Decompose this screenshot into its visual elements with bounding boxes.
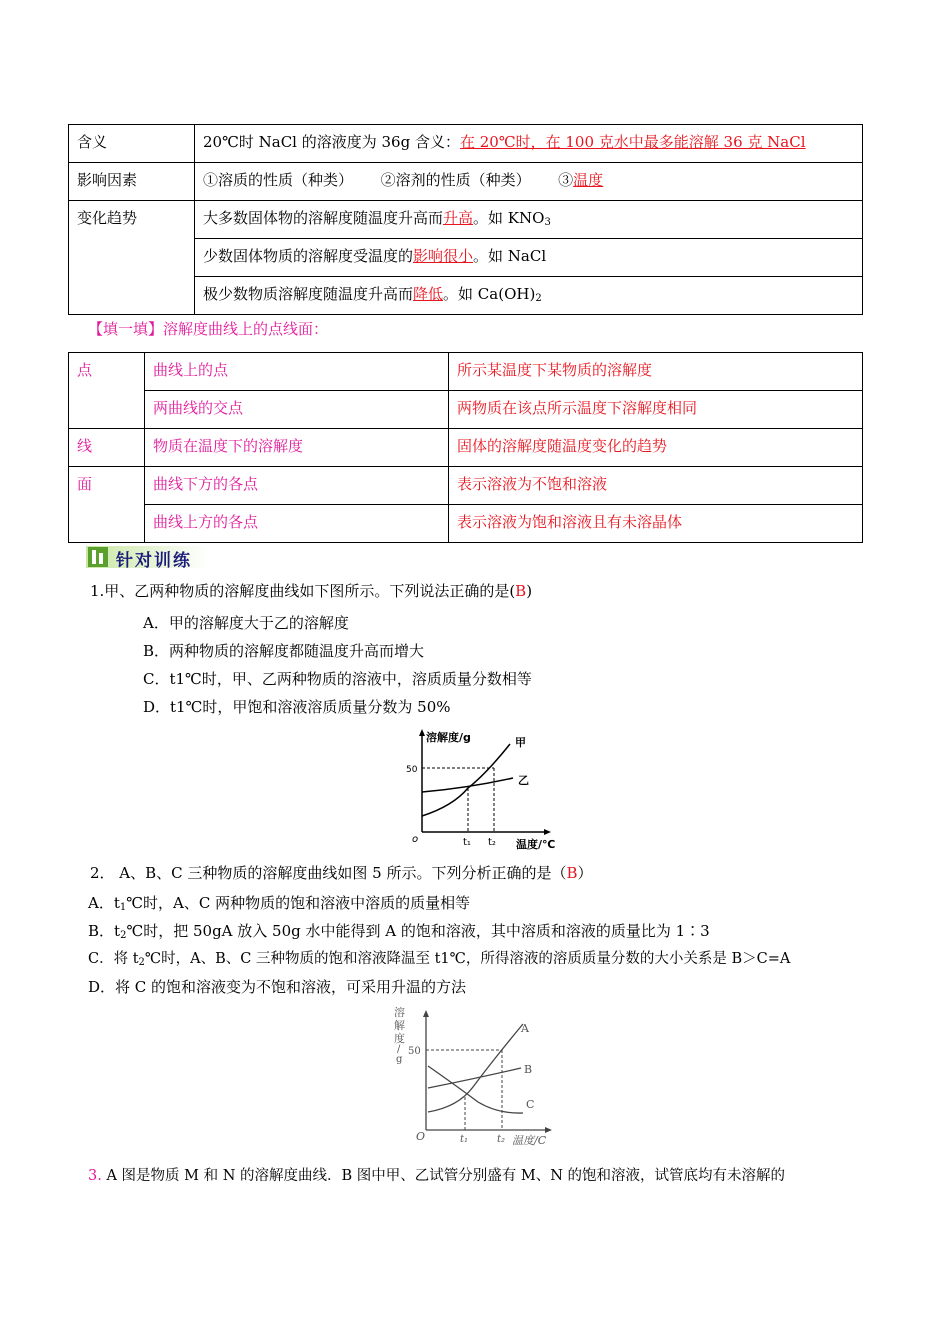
q1-option-b: B．两种物质的溶解度都随温度升高而增大 — [143, 642, 425, 660]
q1-answer: B — [515, 582, 527, 600]
q1-close: ) — [526, 582, 533, 600]
trend-2-answer: 影响很小 — [413, 247, 474, 265]
q2-option-a — [88, 892, 470, 914]
q1-option-c: C．t1℃时，甲、乙两种物质的溶液中，溶质质量分数相等 — [143, 670, 532, 688]
q1-curve-jia — [422, 744, 510, 816]
factor-3: ③ — [558, 171, 574, 189]
meaning-prefix: 20℃时 NaCl 的溶液度为 36g 含义： — [203, 133, 460, 151]
q2-option-c — [88, 948, 790, 970]
q2-tick-50: 50 — [408, 1046, 421, 1057]
q1-label-jia: 甲 — [515, 736, 526, 749]
trend-1-answer: 升高 — [443, 209, 474, 227]
q2-option-a-rest: ℃时，A、C 两种物质的饱和溶液中溶质的质量相等 — [126, 894, 471, 912]
q2-curve-a — [428, 1024, 523, 1112]
table-row-desc: 物质在温度下的溶解度 — [145, 429, 449, 467]
category-point: 点 — [69, 353, 145, 429]
section-title: 针对训练 — [116, 551, 192, 571]
factor-1: ①溶质的性质（种类） — [203, 171, 354, 189]
category-plane: 面 — [69, 467, 145, 543]
q2-curve-c — [428, 1066, 523, 1113]
trend-3-sub: 2 — [535, 293, 542, 304]
q1-stem-text: 1.甲、乙两种物质的溶解度曲线如下图所示。下列说法正确的是( — [90, 582, 516, 600]
trend-1-text: 大多数固体物的溶解度随温度升高而 — [203, 209, 444, 227]
q2-tick-t1: t₁ — [460, 1134, 469, 1145]
q2-option-a-sub: 1 — [119, 902, 127, 913]
q2-option-c-start: C．将 t — [88, 951, 139, 967]
table-row-meaning: 表示溶液为不饱和溶液 — [449, 467, 863, 505]
factor-3-answer: 温度 — [573, 171, 604, 189]
q1-x-arrow — [544, 829, 551, 835]
q1-ylabel: 溶解度/g — [426, 731, 471, 744]
q2-stem-text: 2． A、B、C 三种物质的溶解度曲线如图 5 所示。下列分析正确的是（ — [90, 864, 567, 882]
section-title-badge — [86, 544, 208, 570]
q2-ylabel-2: 解 — [394, 1019, 405, 1032]
meaning-label: 含义 — [69, 125, 195, 163]
q2-ylabel-5: g — [396, 1054, 403, 1065]
q2-label-a: A — [521, 1022, 529, 1035]
q1-label-yi: 乙 — [518, 774, 529, 787]
q2-answer: B — [566, 864, 578, 882]
q2-option-c-sub: 2 — [138, 957, 145, 968]
trend-1 — [195, 201, 863, 239]
trend-2 — [195, 239, 863, 277]
q1-y-arrow — [419, 729, 425, 736]
meaning-cell — [195, 125, 863, 163]
q1-xlabel: 温度/℃ — [516, 838, 556, 851]
q1-solubility-chart — [398, 726, 578, 852]
q2-option-b-start: B．t — [88, 922, 121, 940]
q2-origin: O — [416, 1130, 426, 1143]
table-row-meaning: 表示溶液为饱和溶液且有未溶晶体 — [449, 505, 863, 543]
q2-ylabel-4: / — [397, 1044, 401, 1055]
q2-xlabel: 温度/C — [512, 1134, 547, 1147]
trend-1-example: 。如 KNO — [473, 209, 545, 227]
trend-2-text: 少数固体物质的溶解度受温度的 — [203, 247, 414, 265]
q2-solubility-chart — [388, 1002, 568, 1154]
q2-option-b-sub: 2 — [120, 930, 127, 941]
q2-option-c-rest: ℃时，A、B、C 三种物质的饱和溶液降温至 t1℃，所得溶液的溶质质量分数的大小关系是 B＞C=A — [144, 951, 791, 967]
table-row-meaning: 固体的溶解度随温度变化的趋势 — [449, 429, 863, 467]
trend-3-text: 极少数物质溶解度随温度升高而 — [203, 285, 414, 303]
q2-ylabel-1: 溶 — [394, 1006, 405, 1019]
q1-option-a: A．甲的溶解度大于乙的溶解度 — [143, 614, 349, 632]
q1-tick-t2: t₂ — [488, 837, 496, 848]
trend-3-answer: 降低 — [413, 285, 444, 303]
solubility-definition-table — [68, 124, 863, 315]
fill-heading: 【填一填】溶解度曲线上的点线面： — [88, 320, 329, 338]
table-row-desc: 两曲线的交点 — [145, 391, 449, 429]
q1-stem — [90, 580, 532, 602]
factor-2: ②溶剂的性质（种类） — [380, 171, 531, 189]
q2-label-b: B — [524, 1063, 533, 1076]
q1-origin: o — [412, 834, 419, 845]
q1-option-d: D．t1℃时，甲饱和溶液溶质质量分数为 50% — [143, 698, 451, 716]
curve-point-line-table — [68, 352, 863, 543]
category-line: 线 — [69, 429, 145, 467]
q3-number: 3. — [88, 1168, 102, 1184]
factors-label: 影响因素 — [69, 163, 195, 201]
q3-stem — [88, 1165, 785, 1187]
trend-label: 变化趋势 — [69, 201, 195, 315]
q2-y-arrow — [423, 1010, 429, 1017]
meaning-answer: 在 20℃时，在 100 克水中最多能溶解 36 克 NaCl — [459, 133, 806, 151]
trend-1-sub: 3 — [544, 217, 551, 228]
table-row-desc: 曲线上方的各点 — [145, 505, 449, 543]
q2-ylabel-3: 度 — [394, 1032, 405, 1045]
q2-option-b-rest: ℃时，把 50gA 放入 50g 水中能得到 A 的饱和溶液，其中溶质和溶液的质量比为 1∶3 — [126, 922, 710, 940]
q2-option-a-start: A．t — [88, 894, 120, 912]
q2-option-b — [88, 920, 710, 942]
table-row-desc: 曲线上的点 — [145, 353, 449, 391]
q2-tick-t2: t₂ — [497, 1134, 506, 1145]
table-row-desc: 曲线下方的各点 — [145, 467, 449, 505]
q1-tick-t1: t₁ — [463, 837, 471, 848]
factors-cell — [195, 163, 863, 201]
q1-tick-50: 50 — [406, 765, 418, 775]
trend-2-example: 。如 NaCl — [473, 247, 547, 265]
trend-3-example: 。如 Ca(OH) — [443, 285, 536, 303]
q2-label-c: C — [526, 1098, 535, 1111]
q2-option-d: D．将 C 的饱和溶液变为不饱和溶液，可采用升温的方法 — [88, 978, 467, 996]
q2-x-arrow — [545, 1127, 552, 1133]
table-row-meaning: 所示某温度下某物质的溶解度 — [449, 353, 863, 391]
q2-close: ） — [577, 864, 593, 882]
q3-text: A 图是物质 M 和 N 的溶解度曲线．B 图中甲、乙试管分别盛有 M、N 的饱和溶液，试管底均有未溶解的 — [101, 1168, 786, 1184]
q2-stem — [90, 862, 593, 884]
trend-3 — [195, 277, 863, 315]
table-row-meaning: 两物质在该点所示温度下溶解度相同 — [449, 391, 863, 429]
